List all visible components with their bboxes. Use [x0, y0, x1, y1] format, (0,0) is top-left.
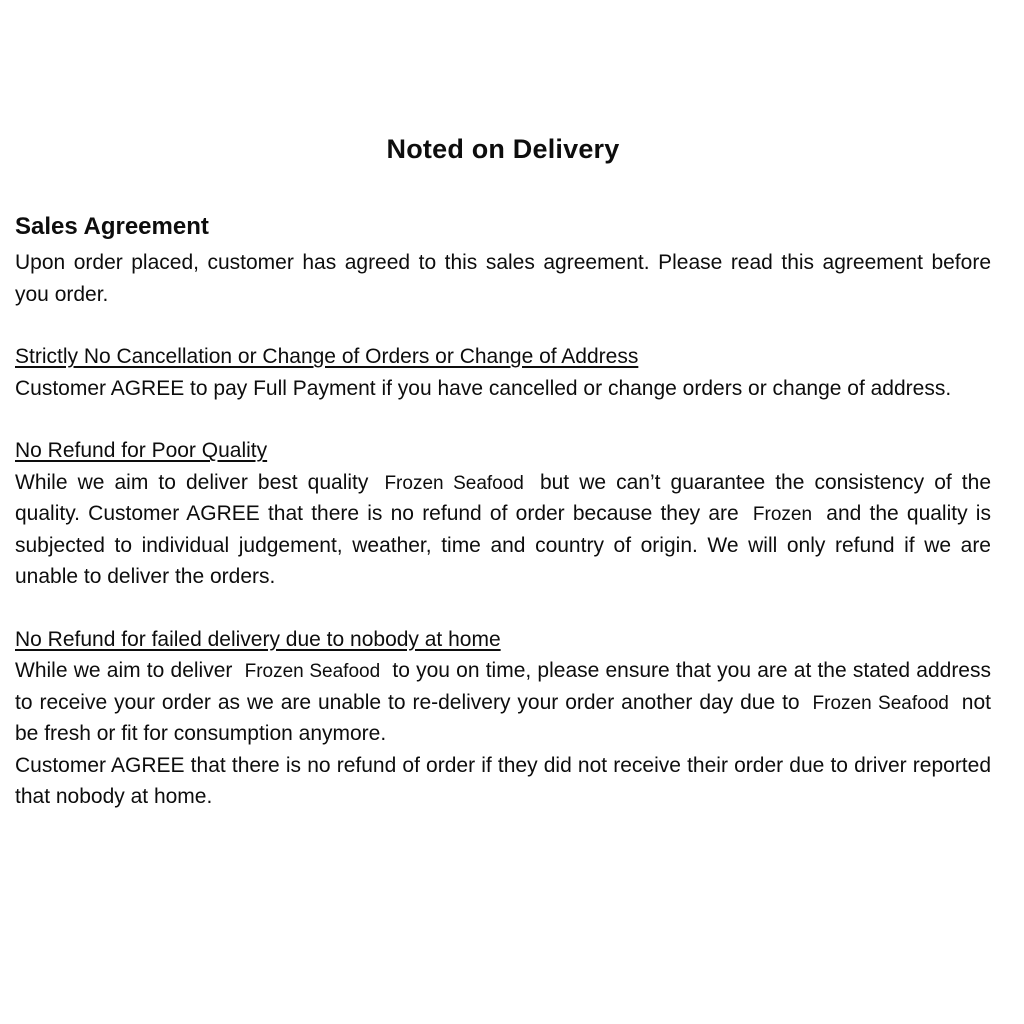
product-term-frozen: Frozen — [752, 504, 813, 526]
product-term-frozen-seafood: Frozen Seafood — [384, 472, 524, 494]
paragraph-sales-agreement — [15, 247, 991, 310]
section-heading-sales-agreement: Sales Agreement — [15, 212, 209, 240]
paragraph-text: While we aim to deliver — [15, 659, 233, 683]
paragraph-no-cancellation — [15, 373, 991, 405]
section-heading-no-refund-poor-quality: No Refund for Poor Quality — [15, 439, 268, 463]
paragraph-text: but we can’t guarantee the consistency of the quality. Customer AGREE that there is no refund of order because they are — [15, 470, 992, 526]
section-heading-no-cancellation: Strictly No Cancellation or Change of Orders or Change of Address — [15, 345, 639, 369]
paragraph-failed-delivery — [15, 655, 991, 750]
paragraph-text: Customer AGREE that there is no refund of order if they did not receive their order due to driver reported that nobody at home. — [15, 753, 991, 809]
page-title: Noted on Delivery — [386, 134, 620, 164]
paragraph-text: Customer AGREE to pay Full Payment if you have cancelled or change orders or change of address. — [15, 376, 952, 400]
paragraph-no-refund-poor-quality — [15, 467, 991, 593]
paragraph-text: and the quality is subjected to individual judgement, weather, time and country of origin. We will only refund if we are unable to deliver the orders. — [15, 502, 991, 589]
paragraph-text: Upon order placed, customer has agreed to this sales agreement. Please read this agreement before you order. — [15, 251, 991, 306]
section-heading-no-refund-failed-delivery: No Refund for failed delivery due to nobody at home — [15, 627, 501, 651]
section-sales-agreement — [15, 211, 991, 310]
product-term-frozen-seafood: Frozen Seafood — [812, 692, 949, 714]
section-no-cancellation — [15, 341, 991, 404]
paragraph-no-refund-not-received — [15, 750, 991, 813]
section-no-refund-poor-quality — [15, 435, 991, 593]
paragraph-text: not be fresh or fit for consumption anymore. — [15, 690, 991, 746]
paragraph-text: While we aim to deliver best quality — [15, 470, 369, 494]
paragraph-text: to you on time, please ensure that you are at the stated address to receive your order as we are unable to re-delivery your order another day due to — [15, 659, 991, 714]
product-term-frozen-seafood: Frozen Seafood — [244, 661, 381, 683]
section-no-refund-failed-delivery — [15, 624, 991, 813]
